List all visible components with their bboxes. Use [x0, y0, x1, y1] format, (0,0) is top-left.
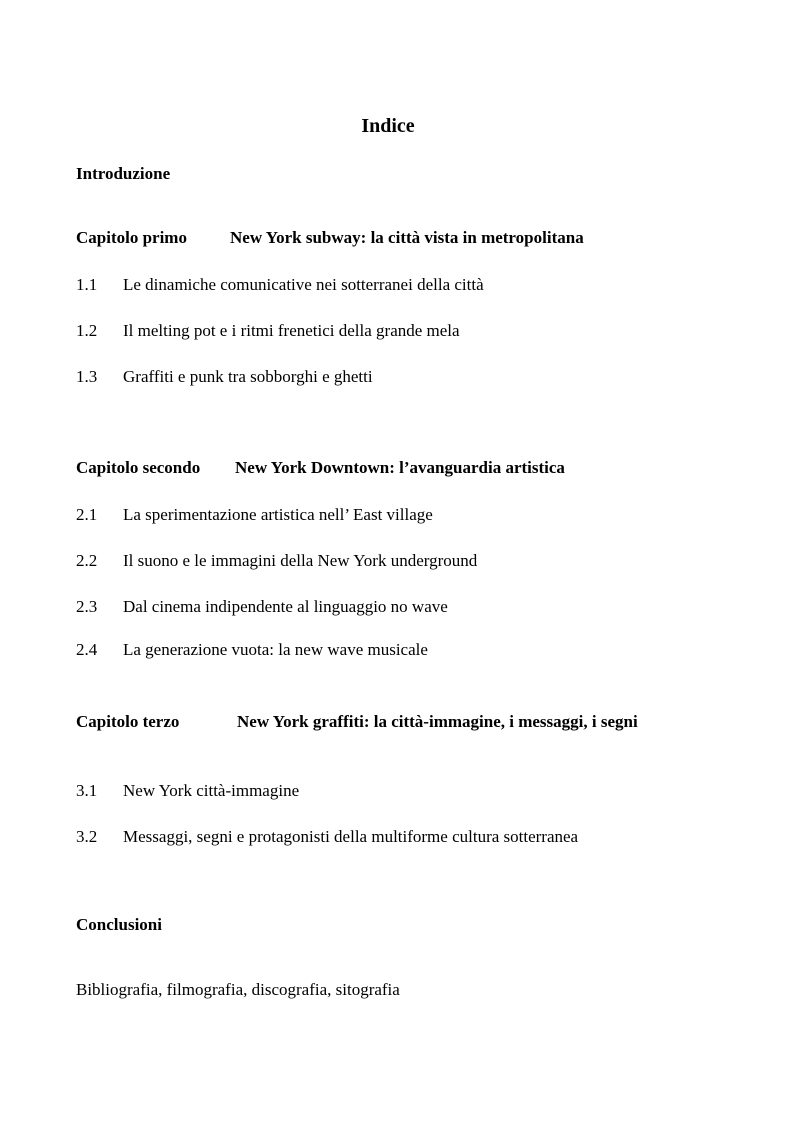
section-title: Le dinamiche comunicative nei sotterranei della città — [123, 275, 484, 294]
section-number: 2.2 — [76, 551, 98, 570]
chapter-1-title: New York subway: la città vista in metropolitana — [230, 228, 584, 247]
conclusions-heading: Conclusioni — [76, 915, 162, 934]
section-title: New York città-immagine — [123, 781, 300, 800]
chapter-3-label: Capitolo terzo — [76, 712, 180, 731]
section-title: Messaggi, segni e protagonisti della multiforme cultura sotterranea — [123, 827, 579, 846]
chapter-2-label: Capitolo secondo — [76, 458, 201, 477]
bibliography-entry: Bibliografia, filmografia, discografia, sitografia — [76, 980, 400, 999]
section-title: Il melting pot e i ritmi frenetici della grande mela — [123, 321, 460, 340]
section-title: La generazione vuota: la new wave musicale — [123, 640, 428, 659]
section-title: Dal cinema indipendente al linguaggio no wave — [123, 597, 448, 616]
section-number: 3.2 — [76, 827, 98, 846]
introduction-heading: Introduzione — [76, 164, 171, 183]
section-number: 2.1 — [76, 505, 98, 524]
section-number: 1.2 — [76, 321, 98, 340]
section-number: 3.1 — [76, 781, 98, 800]
section-title: La sperimentazione artistica nell’ East village — [123, 505, 433, 524]
section-number: 2.3 — [76, 597, 98, 616]
chapter-2-title: New York Downtown: l’avanguardia artistica — [235, 458, 565, 477]
section-title: Il suono e le immagini della New York underground — [123, 551, 478, 570]
section-title: Graffiti e punk tra sobborghi e ghetti — [123, 367, 373, 386]
section-number: 1.1 — [76, 275, 98, 294]
chapter-1-label: Capitolo primo — [76, 228, 187, 247]
section-number: 2.4 — [76, 640, 98, 659]
section-number: 1.3 — [76, 367, 98, 386]
chapter-3-title: New York graffiti: la città-immagine, i messaggi, i segni — [237, 712, 638, 731]
page-title: Indice — [361, 115, 415, 137]
